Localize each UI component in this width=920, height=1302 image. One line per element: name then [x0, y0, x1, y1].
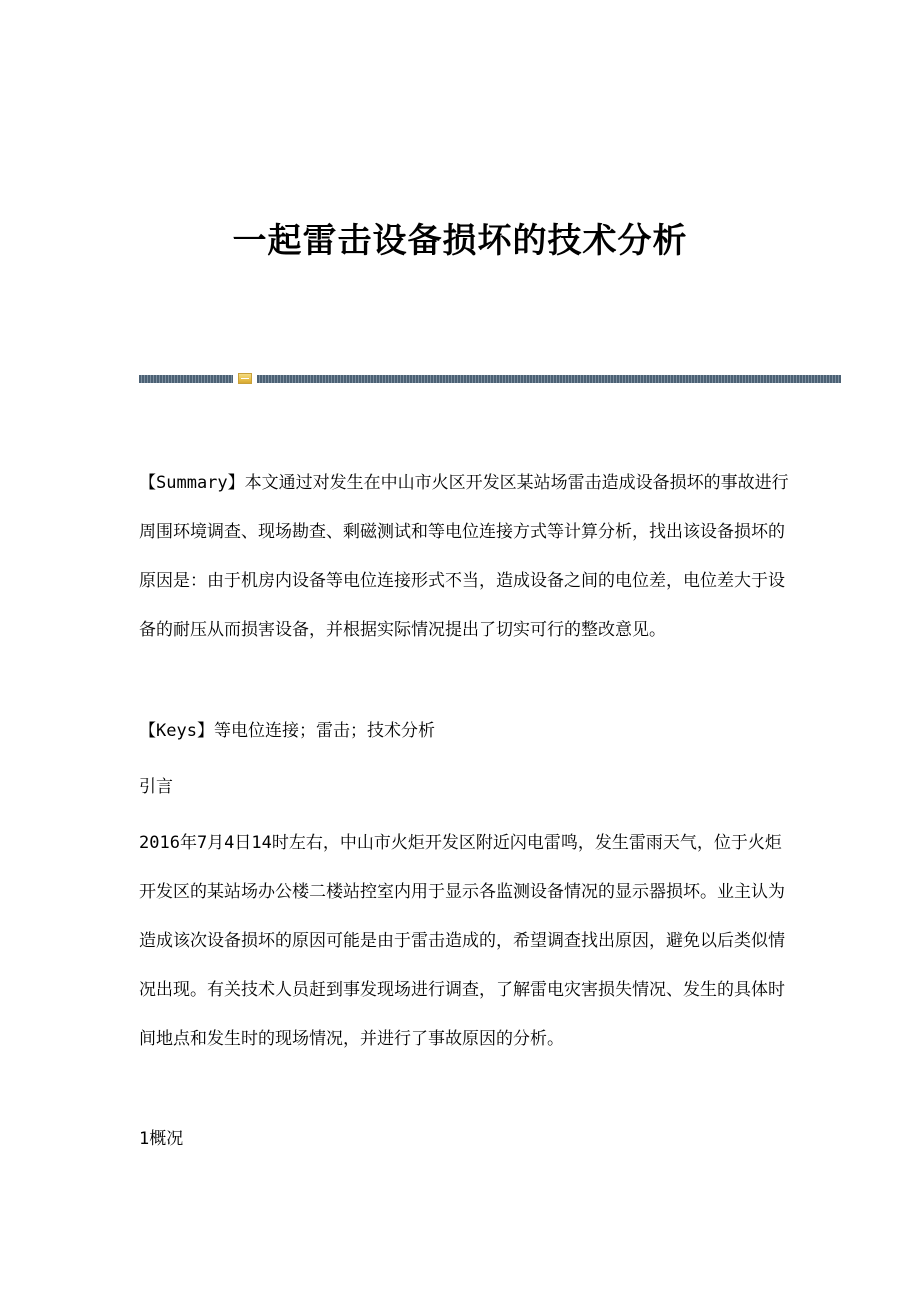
title-divider [139, 375, 841, 383]
section-1-heading: 1概况 [139, 1129, 184, 1149]
envelope-icon [238, 373, 252, 384]
document-title: 一起雷击设备损坏的技术分析 [232, 221, 688, 261]
divider-bar-left [139, 375, 233, 383]
intro-paragraph: 2016年7月4日14时左右，中山市火炬开发区附近闪电雷鸣，发生雷雨天气，位于火炬开发区的某站场办公楼二楼站控室内用于显示各监测设备情况的显示器损坏。业主认为造成该次设备损坏的原因可能是由于雷击造成的，希望调查找出原因，避免以后类似情况出现。有关技术人员赶到事发现场进行调查，了解雷电灾害损失情况、发生的具体时间地点和发生时的现场情况，并进行了事故原因的分析。 [139, 833, 785, 1049]
intro-heading: 引言 [139, 777, 173, 797]
divider-bar-right [257, 375, 841, 383]
summary-paragraph: 【Summary】本文通过对发生在中山市火区开发区某站场雷击造成设备损坏的事故进行周围环境调查、现场勘查、剩磁测试和等电位连接方式等计算分析，找出该设备损坏的原因是：由于机房内设备等电位连接形式不当，造成设备之间的电位差，电位差大于设备的耐压从而损害设备，并根据实际情况提出了切实可行的整改意见。 [139, 473, 789, 640]
keywords-paragraph: 【Keys】等电位连接；雷击；技术分析 [139, 721, 435, 741]
